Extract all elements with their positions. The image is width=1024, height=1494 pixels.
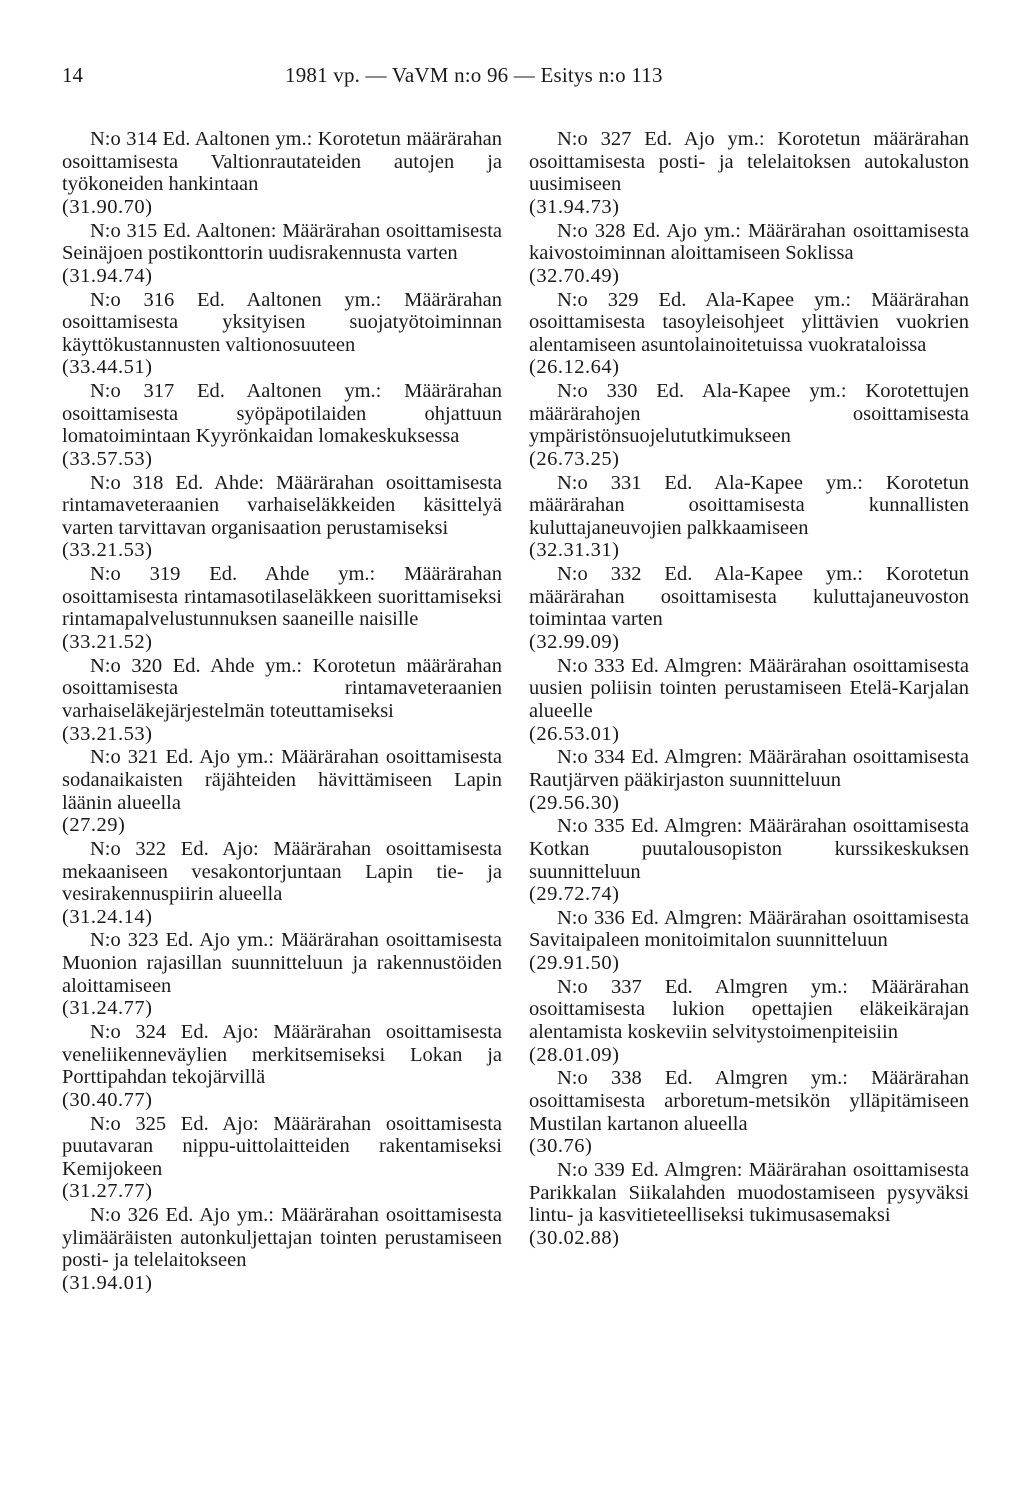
motion-entry xyxy=(529,289,969,379)
motion-entry xyxy=(62,1021,502,1111)
budget-code: (30.40.77) xyxy=(62,1088,153,1111)
budget-code: (32.99.09) xyxy=(529,631,620,653)
motion-entry xyxy=(529,976,969,1066)
motion-entry xyxy=(62,220,502,288)
motion-text: N:o 319 Ed. Ahde ym.: Määrärahan osoittamisesta rintamasotilaseläkkeen suorittamiseksi rintamapalvelustunnuksen saaneille naisille xyxy=(62,563,502,631)
budget-code: (31.94.73) xyxy=(529,195,620,218)
budget-code: (29.72.74) xyxy=(529,883,620,906)
motion-text: N:o 322 Ed. Ajo: Määrärahan osoittamisesta mekaaniseen vesakontorjuntaan Lapin tie- ja vesirakennuspiirin alueella xyxy=(62,837,502,906)
motion-entry xyxy=(529,563,969,653)
budget-code: (29.56.30) xyxy=(529,791,620,814)
motion-text: N:o 335 Ed. Almgren: Määrärahan osoittamisesta Kotkan puutalousopiston kurssikeskuksen suunnitteluun xyxy=(529,815,969,883)
motion-text: N:o 336 Ed. Almgren: Määrärahan osoittamisesta Savitaipaleen monitoimitalon suunnitteluun xyxy=(529,906,969,952)
motion-text: N:o 318 Ed. Ahde: Määrärahan osoittamisesta rintamaveteraanien varhaiseläkkeiden käsittelyä varten tarvittavan organisaation perustamiseksi xyxy=(62,471,502,539)
motion-entry xyxy=(62,128,502,218)
motion-entry xyxy=(529,128,969,218)
motion-entry xyxy=(62,472,502,562)
motion-text: N:o 339 Ed. Almgren: Määrärahan osoittamisesta Parikkalan Siikalahden muodostamiseen pysyväksi lintu- ja kasvitieteelliseksi tukimusasemaksi xyxy=(529,1158,969,1227)
budget-code: (33.44.51) xyxy=(62,356,153,379)
motion-entry xyxy=(62,838,502,928)
budget-code: (26.73.25) xyxy=(529,447,620,470)
motion-entry xyxy=(62,746,502,836)
page-number: 14 xyxy=(62,63,83,87)
page-header xyxy=(62,58,962,92)
motion-entry xyxy=(62,1204,502,1294)
budget-code: (33.57.53) xyxy=(62,447,153,470)
budget-code: (31.24.77) xyxy=(62,997,153,1020)
motion-entry xyxy=(62,929,502,1019)
budget-code: (28.01.09) xyxy=(529,1043,620,1066)
budget-code: (31.24.14) xyxy=(62,905,153,928)
budget-code: (29.91.50) xyxy=(529,952,620,975)
budget-code: (33.21.53) xyxy=(62,722,153,745)
budget-code: (30.76) xyxy=(529,1135,593,1158)
budget-code: (33.21.53) xyxy=(62,539,153,562)
motion-text: N:o 320 Ed. Ahde ym.: Korotetun määrärahan osoittamisesta rintamaveteraanien varhaiseläkejärjestelmän toteuttamiseksi xyxy=(62,654,502,722)
running-title: 1981 vp. — VaVM n:o 96 — Esitys n:o 113 xyxy=(285,63,663,87)
budget-code: (31.90.70) xyxy=(62,195,153,218)
motion-entry xyxy=(529,655,969,745)
motion-entry xyxy=(529,1159,969,1249)
motion-text: N:o 323 Ed. Ajo ym.: Määrärahan osoittamisesta Muonion rajasillan suunnitteluun ja rakennustöiden aloittamiseen xyxy=(62,929,502,997)
budget-code: (31.94.01) xyxy=(62,1271,153,1294)
motion-entry xyxy=(62,289,502,379)
motion-entry xyxy=(62,380,502,470)
budget-code: (26.53.01) xyxy=(529,722,620,745)
motion-entry xyxy=(62,563,502,653)
motion-text: N:o 331 Ed. Ala-Kapee ym.: Korotetun määrärahan osoittamisesta kunnallisten kuluttajaneuvojien palkkaamiseen xyxy=(529,471,969,539)
left-column xyxy=(62,128,502,1296)
budget-code: (33.21.52) xyxy=(62,631,153,653)
motion-entry xyxy=(529,220,969,288)
motion-text: N:o 327 Ed. Ajo ym.: Korotetun määrärahan osoittamisesta posti- ja telelaitoksen autokaluston uusimiseen xyxy=(529,128,969,196)
budget-code: (27.29) xyxy=(62,814,126,837)
motion-text: N:o 314 Ed. Aaltonen ym.: Korotetun määrärahan osoittamisesta Valtionrautateiden autojen ja työkoneiden hankintaan xyxy=(62,128,502,196)
motion-entry xyxy=(529,907,969,975)
motion-text: N:o 338 Ed. Almgren ym.: Määrärahan osoittamisesta arboretum-metsikön ylläpitämiseen Mustilan kartanon alueella xyxy=(529,1067,969,1135)
motion-text: N:o 329 Ed. Ala-Kapee ym.: Määrärahan osoittamisesta tasoyleisohjeet ylittävien vuokrien alentamiseen asuntolainoitetuissa vuokrataloissa xyxy=(529,288,969,356)
motion-entry xyxy=(529,472,969,562)
motion-text: N:o 315 Ed. Aaltonen: Määrärahan osoittamisesta Seinäjoen postikonttorin uudisrakennusta varten xyxy=(62,219,502,265)
motion-text: N:o 321 Ed. Ajo ym.: Määrärahan osoittamisesta sodanaikaisten räjähteiden hävittämiseen Lapin läänin alueella xyxy=(62,746,502,814)
budget-code: (32.70.49) xyxy=(529,264,620,287)
motion-text: N:o 330 Ed. Ala-Kapee ym.: Korotettujen määrärahojen osoittamisesta ympäristönsuojelututkimukseen xyxy=(529,380,969,448)
motion-entry xyxy=(529,746,969,814)
motion-text: N:o 324 Ed. Ajo: Määrärahan osoittamisesta veneliikenneväylien merkitsemiseksi Lokan ja Porttipahdan tekojärvillä xyxy=(62,1021,502,1089)
motion-text: N:o 333 Ed. Almgren: Määrärahan osoittamisesta uusien poliisin tointen perustamiseen Etelä-Karjalan alueelle xyxy=(529,654,969,722)
motion-entry xyxy=(529,1067,969,1157)
motion-text: N:o 337 Ed. Almgren ym.: Määrärahan osoittamisesta lukion opettajien eläkeikärajan alentamista koskeviin selvitystoimenpiteisiin xyxy=(529,975,969,1044)
motion-entry xyxy=(62,1113,502,1203)
motion-text: N:o 334 Ed. Almgren: Määrärahan osoittamisesta Rautjärven pääkirjaston suunnitteluun xyxy=(529,746,969,791)
motion-entry xyxy=(62,655,502,745)
motion-text: N:o 317 Ed. Aaltonen ym.: Määrärahan osoittamisesta syöpäpotilaiden ohjattuun lomatoimintaan Kyyrönkaidan lomakeskuksessa xyxy=(62,380,502,448)
motion-entry xyxy=(529,815,969,905)
motion-text: N:o 326 Ed. Ajo ym.: Määrärahan osoittamisesta ylimääräisten autonkuljettajan tointen perustamiseen posti- ja telelaitokseen xyxy=(62,1204,502,1272)
budget-code: (32.31.31) xyxy=(529,539,620,562)
budget-code: (31.94.74) xyxy=(62,264,153,287)
budget-code: (31.27.77) xyxy=(62,1180,153,1203)
motion-text: N:o 316 Ed. Aaltonen ym.: Määrärahan osoittamisesta yksityisen suojatyötoiminnan käyttökustannusten valtionosuuteen xyxy=(62,288,502,356)
motion-text: N:o 332 Ed. Ala-Kapee ym.: Korotetun määrärahan osoittamisesta kuluttajaneuvoston toimintaa varten xyxy=(529,563,969,631)
motion-text: N:o 328 Ed. Ajo ym.: Määrärahan osoittamisesta kaivostoiminnan aloittamiseen Soklissa xyxy=(529,219,969,265)
motion-text: N:o 325 Ed. Ajo: Määrärahan osoittamisesta puutavaran nippu-uittolaitteiden rakentamiseksi Kemijokeen xyxy=(62,1112,502,1180)
budget-code: (30.02.88) xyxy=(529,1226,620,1249)
budget-code: (26.12.64) xyxy=(529,356,620,379)
right-column xyxy=(529,128,969,1251)
motion-entry xyxy=(529,380,969,470)
